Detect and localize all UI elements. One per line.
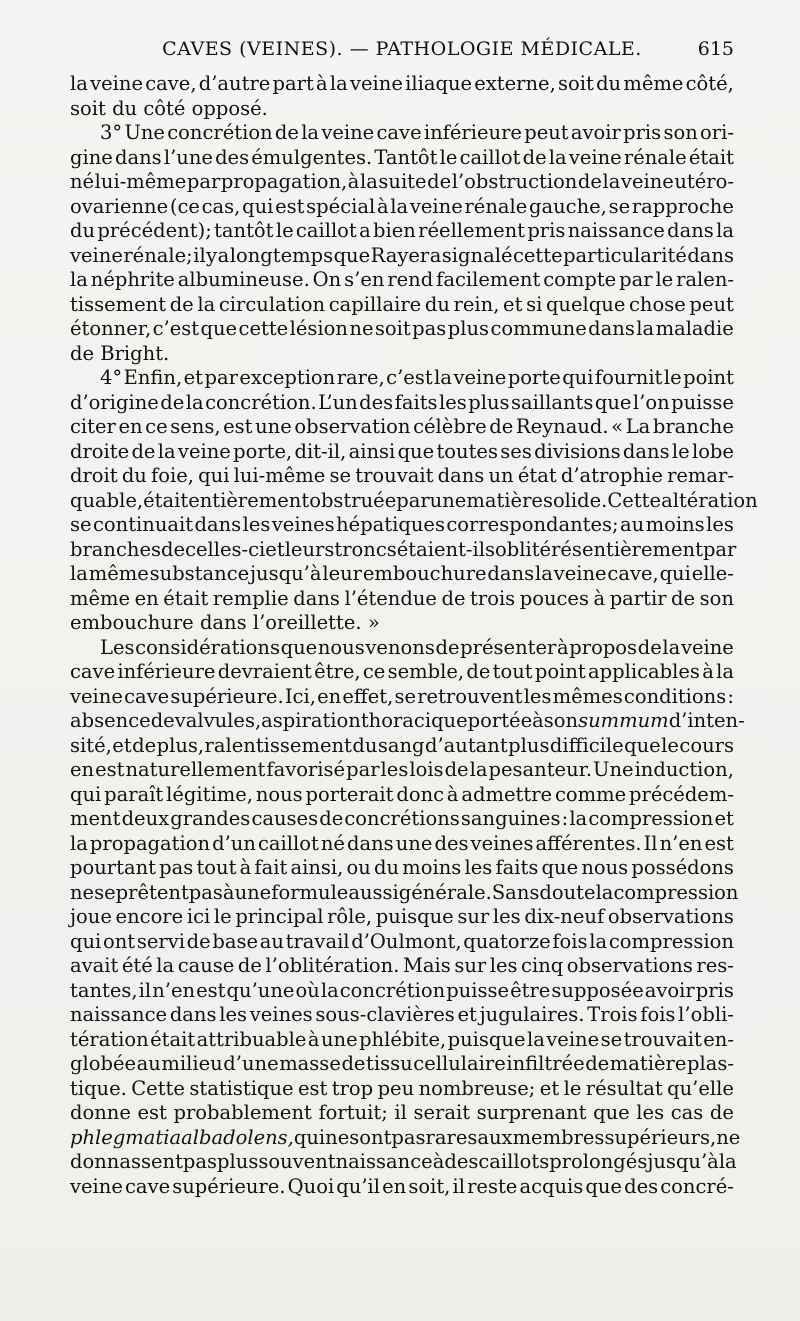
- text-line: la même substance jusqu’à leur embouchure dans la veine cave, qui elle-: [70, 562, 734, 585]
- text-line: du précédent); tantôt le caillot a bien réellement pris naissance dans la: [70, 219, 734, 242]
- text-line: naissance dans les veines sous-clavières et jugulaires. Trois fois l’obli-: [70, 1003, 734, 1026]
- text-line: 3° Une concrétion de la veine cave inférieure peut avoir pris son ori-: [100, 121, 734, 144]
- text-line: phlegmatia alba dolens, qui ne sont pas rares aux membres supérieurs, ne: [70, 1125, 741, 1149]
- text-line: absence de valvules, aspiration thoracique portée à son summum d’inten-: [70, 709, 745, 732]
- text-line: qui paraît légitime, nous porterait donc à admettre comme précédem-: [70, 782, 734, 806]
- text-line: tération était attribuable à une phlébite, puisque la veine se trouvait en-: [70, 1027, 734, 1051]
- text-line: veine cave supérieure. Ici, en effet, se retrouvent les mêmes conditions :: [70, 684, 734, 708]
- page-number: 615: [697, 38, 734, 60]
- text-line: la propagation d’un caillot né dans une des veines afférentes. Il n’en est: [70, 831, 734, 855]
- text-line: branches de celles-ci et leurs troncs étaient-ils oblitérés entièrement par: [70, 537, 737, 561]
- text-line: veine rénale; il y a longtemps que Rayer a signalé cette particularité dans: [70, 243, 734, 267]
- text-line: donnassent pas plus souvent naissance à des caillots prolongés jusqu’à la: [70, 1150, 737, 1173]
- text-line: tissement de la circulation capillaire du rein, et si quelque chose peut: [70, 292, 734, 316]
- text-line: né lui-même par propagation, à la suite de l’obstruction de la veine utéro-: [70, 170, 734, 193]
- text-line: tique. Cette statistique est trop peu nombreuse; et le résultat qu’elle: [70, 1076, 734, 1100]
- text-line: pourtant pas tout à fait ainsi, ou du moins les faits que nous possédons: [70, 856, 734, 879]
- text-line: ment deux grandes causes de concrétions sanguines : la compression et: [70, 807, 734, 830]
- text-line: étonner, c’est que cette lésion ne soit pas plus commune dans la maladie: [70, 317, 734, 340]
- text-line: se continuait dans les veines hépatiques correspondantes; au moins les: [70, 513, 734, 536]
- text-line: qui ont servi de base au travail d’Oulmont, quatorze fois la compression: [70, 929, 734, 953]
- text-line: gine dans l’une des émulgentes. Tantôt le caillot de la veine rénale était: [70, 145, 734, 169]
- text-line: ne se prêtent pas à une formule aussi générale. Sans doute la compression: [70, 880, 739, 904]
- text-line: cave inférieure devraient être, ce semble, de tout point applicables à la: [70, 660, 734, 683]
- text-line: la veine cave, d’autre part à la veine iliaque externe, soit du même côté,: [70, 72, 734, 95]
- text-line: joue encore ici le principal rôle, puisque sur les dix-neuf observations: [70, 905, 734, 928]
- body-text: [70, 72, 758, 1199]
- text-line: tantes, il n’en est qu’une où la concrétion puisse être supposée avoir pris: [70, 978, 734, 1002]
- text-line: de Bright.: [70, 341, 170, 365]
- text-line: globée au milieu d’une masse de tissu cellulaire infiltrée de matière plas-: [70, 1052, 734, 1075]
- text-line: même en était remplie dans l’étendue de trois pouces à partir de son: [70, 586, 734, 610]
- text-line: sité, et de plus, ralentissement du sang d’autant plus difficile que le cours: [70, 733, 734, 757]
- text-line: la néphrite albumineuse. On s’en rend facilement compte par le ralen-: [70, 268, 734, 291]
- text-line: ovarienne (ce cas, qui est spécial à la veine rénale gauche, se rapproche: [70, 194, 734, 218]
- text-line: citer en ce sens, est une observation célèbre de Reynaud. « La branche: [70, 415, 734, 438]
- text-line: droite de la veine porte, dit-il, ainsi que toutes ses divisions dans le lobe: [70, 439, 734, 463]
- text-line: d’origine de la concrétion. L’un des faits les plus saillants que l’on puisse: [70, 390, 734, 414]
- text-line: donne est probablement fortuit; il serait surprenant que les cas de: [70, 1101, 734, 1124]
- running-head: CAVES (VEINES). — PATHOLOGIE MÉDICALE.: [162, 38, 642, 60]
- text-line: embouchure dans l’oreillette. »: [70, 611, 380, 634]
- page-header: [70, 38, 734, 72]
- text-line: Les considérations que nous venons de présenter à propos de la veine: [100, 635, 734, 659]
- text-line: soit du côté opposé.: [70, 96, 268, 120]
- text-line: avait été la cause de l’oblitération. Mais sur les cinq observations res-: [70, 954, 734, 977]
- text-line: en est naturellement favorisé par les lois de la pesanteur. Une induction,: [70, 758, 734, 781]
- text-line: veine cave supérieure. Quoi qu’il en soit, il reste acquis que des concré-: [70, 1174, 734, 1198]
- text-line: droit du foie, qui lui-même se trouvait dans un état d’atrophie remar-: [70, 464, 734, 487]
- text-line: 4° Enfin, et par exception rare, c’est la veine porte qui fournit le point: [100, 366, 734, 389]
- text-line: quable, était entièrement obstruée par une matière solide. Cette altération: [70, 488, 758, 512]
